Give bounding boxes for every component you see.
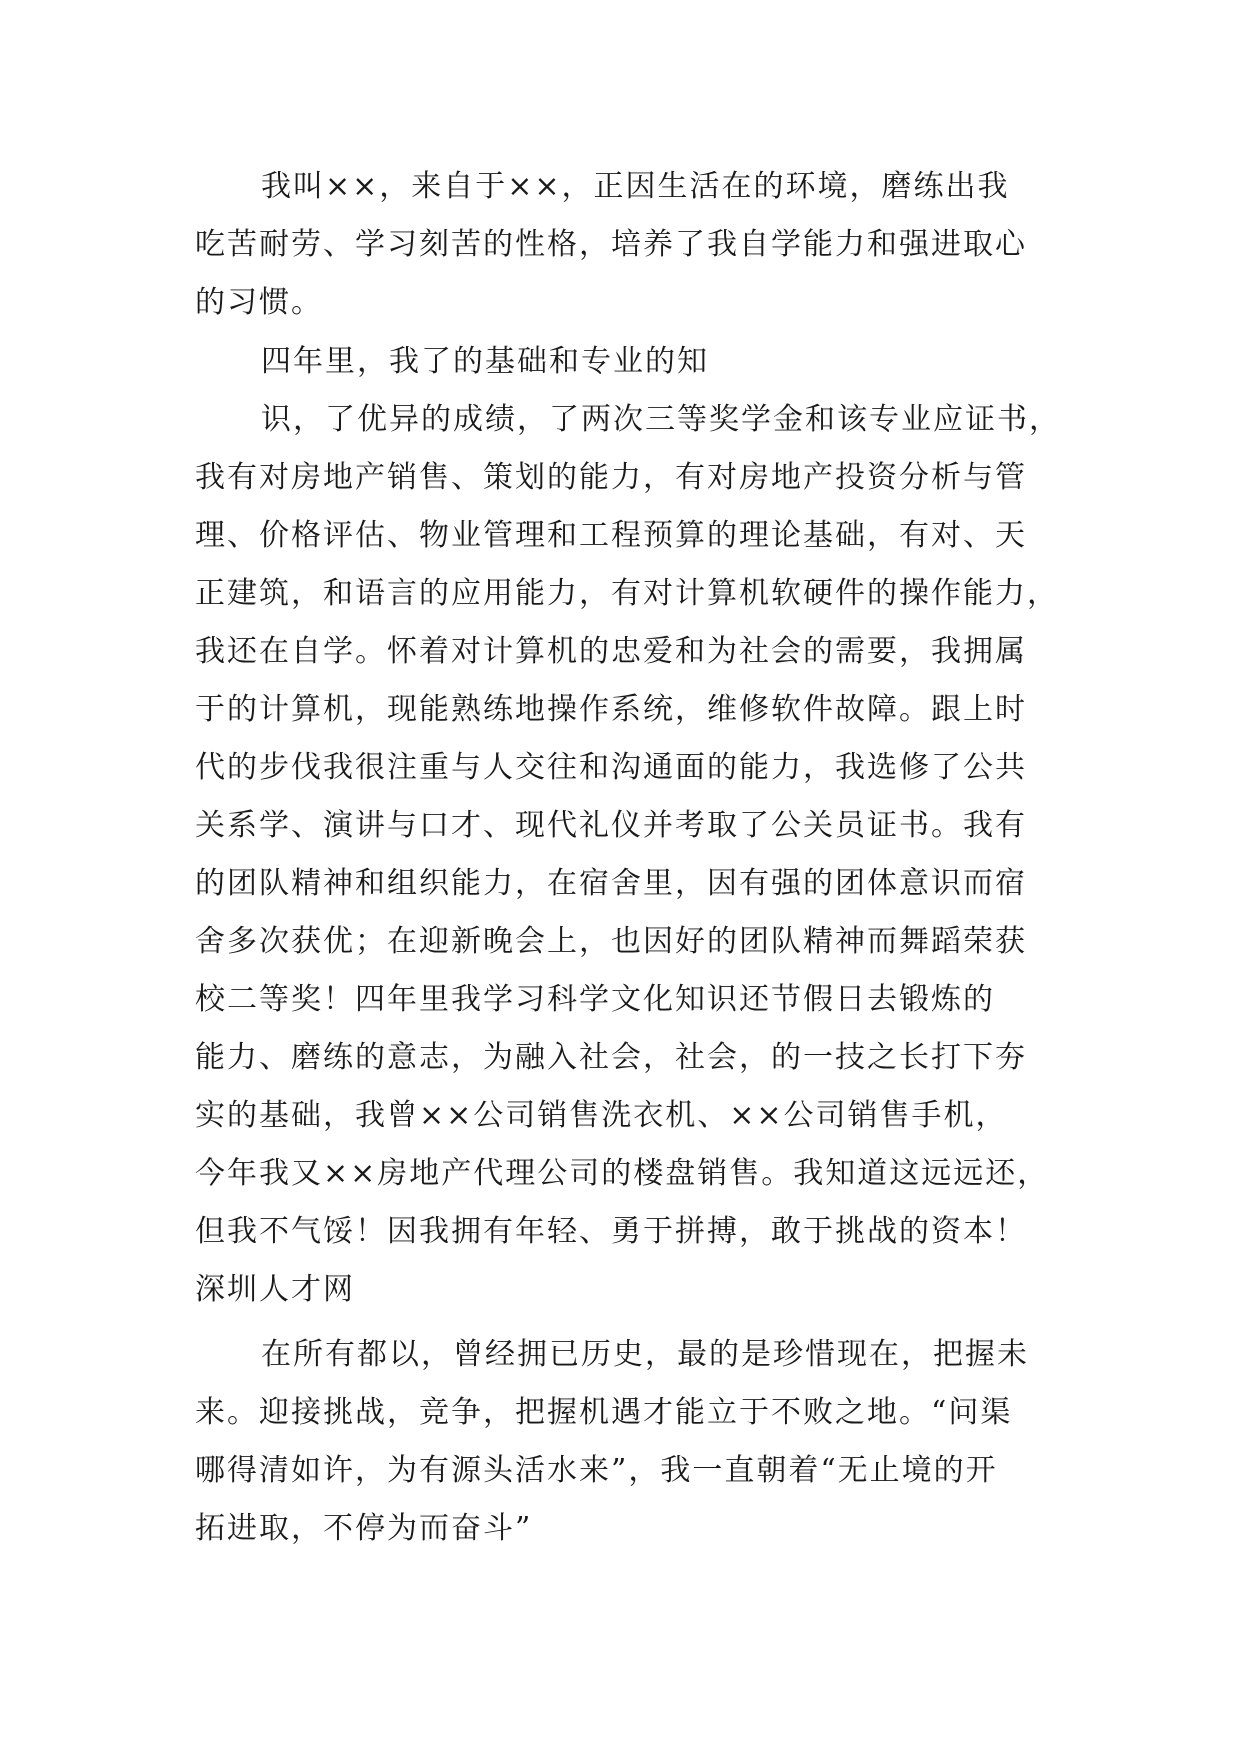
paragraph-3 xyxy=(195,1326,1065,1558)
paragraph-line: 吃苦耐劳、学习刻苦的性格，培养了我自学能力和强进取心 xyxy=(195,227,1027,262)
paragraph-line: 来。迎接挑战，竞争，把握机遇才能立于不败之地。“问渠 xyxy=(195,1395,1013,1430)
paragraph-line: 在所有都以，曾经拥已历史，最的是珍惜现在，把握未 xyxy=(261,1337,1029,1372)
paragraph-line: 四年里，我了的基础和专业的知 xyxy=(261,344,709,379)
paragraph-1 xyxy=(195,158,1065,332)
paragraph-2 xyxy=(195,333,1065,1319)
paragraph-line: 的习惯。 xyxy=(195,285,323,320)
paragraph-line: 正建筑，和语言的应用能力，有对计算机软硬件的操作能力， xyxy=(195,576,1059,611)
paragraph-line: 深圳人才网 xyxy=(195,1272,355,1307)
paragraph-line: 我有对房地产销售、策划的能力，有对房地产投资分析与管 xyxy=(195,460,1027,495)
paragraph-line: 我还在自学。怀着对计算机的忠爱和为社会的需要，我拥属 xyxy=(195,634,1027,669)
paragraph-line: 实的基础，我曾××公司销售洗衣机、××公司销售手机， xyxy=(195,1098,1008,1133)
paragraph-line: 能力、磨练的意志，为融入社会，社会，的一技之长打下夯 xyxy=(195,1040,1027,1075)
paragraph-line: 识，了优异的成绩，了两次三等奖学金和该专业应证书， xyxy=(261,402,1061,437)
paragraph-line: 哪得清如许，为有源头活水来”，我一直朝着“无止境的开 xyxy=(195,1453,998,1488)
paragraph-line: 于的计算机，现能熟练地操作系统，维修软件故障。跟上时 xyxy=(195,692,1027,727)
paragraph-line: 拓进取，不停为而奋斗” xyxy=(195,1511,533,1546)
paragraph-line: 校二等奖！四年里我学习科学文化知识还节假日去锻炼的 xyxy=(195,982,995,1017)
paragraph-line: 的团队精神和组织能力，在宿舍里，因有强的团体意识而宿 xyxy=(195,866,1027,901)
paragraph-line: 关系学、演讲与口才、现代礼仪并考取了公关员证书。我有 xyxy=(195,808,1027,843)
paragraph-line: 但我不气馁！因我拥有年轻、勇于拼搏，敢于挑战的资本！ xyxy=(195,1214,1027,1249)
paragraph-line: 舍多次获优；在迎新晚会上，也因好的团队精神而舞蹈荣获 xyxy=(195,924,1027,959)
paragraph-line: 理、价格评估、物业管理和工程预算的理论基础，有对、天 xyxy=(195,518,1027,553)
paragraph-line: 代的步伐我很注重与人交往和沟通面的能力，我选修了公共 xyxy=(195,750,1027,785)
paragraph-line: 我叫××，来自于××，正因生活在的环境，磨练出我 xyxy=(261,169,1010,204)
paragraph-line: 今年我又××房地产代理公司的楼盘销售。我知道这远远还， xyxy=(195,1156,1050,1191)
